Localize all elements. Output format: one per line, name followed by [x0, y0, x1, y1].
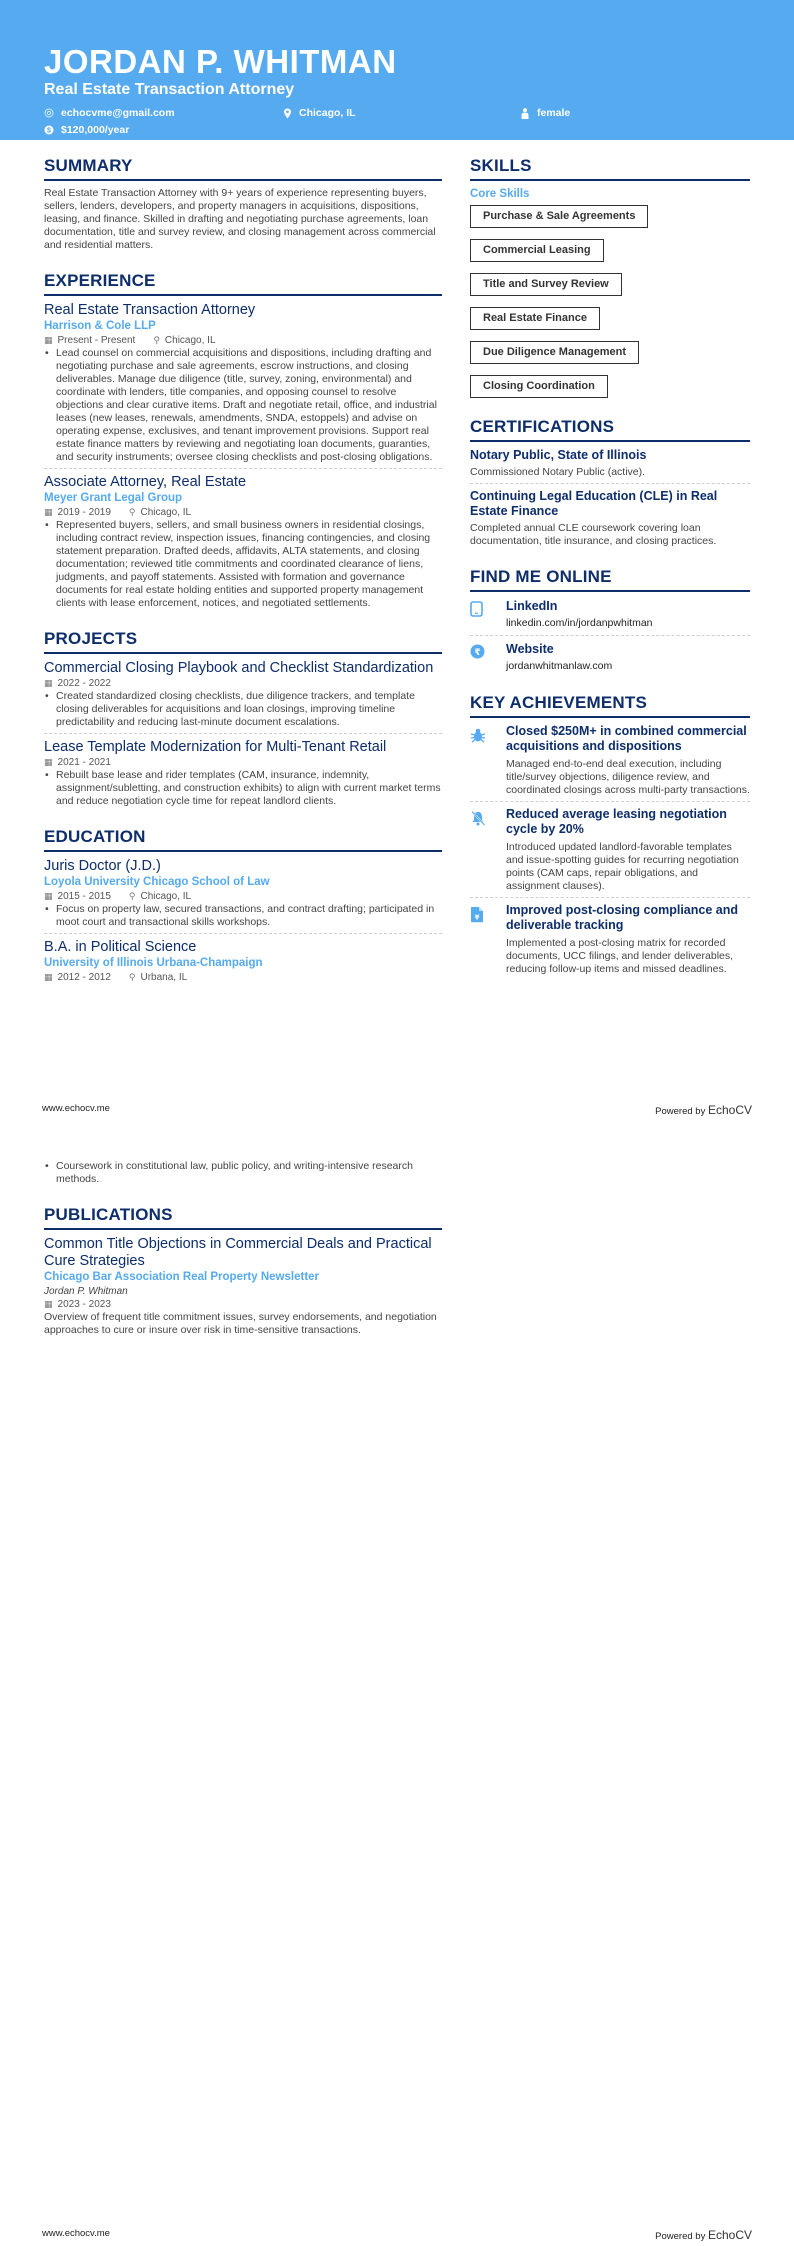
calendar-icon: ▦	[44, 335, 53, 345]
map-pin-icon: ⚲	[128, 891, 136, 901]
skill-tag: Due Diligence Management	[470, 341, 639, 364]
online-value[interactable]: jordanwhitmanlaw.com	[506, 660, 613, 672]
education-heading: EDUCATION	[44, 826, 442, 852]
calendar-icon: ▦	[44, 891, 53, 901]
job-location: Chicago, IL	[164, 335, 216, 346]
contact-row-2	[44, 123, 750, 137]
skill-tag: Commercial Leasing	[470, 239, 604, 262]
projects-section	[44, 628, 442, 808]
skills-section	[470, 155, 750, 402]
tablet-icon	[470, 598, 506, 631]
svg-text:¥: ¥	[474, 913, 480, 922]
skills-subheading: Core Skills	[470, 188, 530, 200]
job-meta	[44, 334, 442, 347]
footer-site-link[interactable]: www.echocv.me	[42, 1103, 110, 1114]
company-name: Meyer Grant Legal Group	[44, 492, 183, 504]
project-title: Lease Template Modernization for Multi-Tenant Retail	[44, 739, 387, 755]
page-footer	[0, 1103, 794, 1117]
resume-header	[0, 0, 794, 140]
location-text: Chicago, IL	[299, 107, 356, 119]
online-label: Website	[506, 642, 554, 656]
gender-text: female	[537, 107, 571, 119]
online-label: LinkedIn	[506, 599, 558, 613]
certification-title: Notary Public, State of Illinois	[470, 448, 647, 462]
achievement-desc: Introduced updated landlord-favorable templates and issue-spotting guides for recurring negotiation points (CAM caps, repair obligations, and assignment clauses).	[506, 841, 739, 892]
contact-email	[44, 107, 282, 119]
left-column	[44, 155, 442, 998]
degree-title: B.A. in Political Science	[44, 939, 197, 955]
achievement-title: Improved post-closing compliance and deliverable tracking	[506, 903, 738, 932]
svg-text:$: $	[47, 127, 51, 135]
footer-brand: EchoCV	[707, 1103, 752, 1117]
online-item-linkedin[interactable]	[470, 598, 750, 631]
experience-item	[44, 302, 442, 464]
skill-tag: Closing Coordination	[470, 375, 608, 398]
calendar-icon: ▦	[44, 972, 53, 982]
divider	[470, 635, 750, 636]
project-bullet: • Created standardized closing checklists, due diligence trackers, and template closing deliverables for acquisitions and loan closings, improving timeline predictability and reducing last-minute document escalations.	[45, 690, 415, 728]
certification-desc: Commissioned Notary Public (active).	[470, 466, 646, 478]
projects-heading: PROJECTS	[44, 628, 442, 654]
online-value[interactable]: linkedin.com/in/jordanpwhitman	[506, 617, 653, 629]
bug-icon	[470, 724, 506, 797]
publication-meta: ▦ 2023 - 2023	[44, 1299, 111, 1310]
footer-powered: Powered by EchoCV	[655, 2228, 752, 2242]
achievement-item	[470, 807, 750, 893]
calendar-icon: ▦	[44, 507, 53, 517]
job-bullet: • Lead counsel on commercial acquisitions and dispositions, including drafting and negotiating purchase and sale agreements, escrow instructions, and closing deliverables. Manage due diligence (title, survey, zoning, environmental) and coordinate with lenders, title companies, and opposing counsel to resolve objections and clear curative items. Draft and negotiate retail, office, and industrial leases (new leases, renewals, amendments, SNDA, estoppels) and advise on operating expense, exclusives, and tenant improvement provisions. Support real estate finance matters by reviewing and negotiating loan documents, guaranties, and security instruments; oversee closing checklists and post-closing obligations.	[45, 347, 437, 463]
email-text[interactable]: echocvme@gmail.com	[61, 107, 175, 119]
project-item	[44, 660, 442, 729]
map-pin-icon: ⚲	[128, 507, 136, 517]
education-bullet: • Coursework in constitutional law, public policy, and writing-intensive research methods.	[45, 1160, 413, 1185]
project-dates: 2021 - 2021	[57, 757, 111, 768]
job-dates: Present - Present	[57, 335, 136, 346]
achievements-section	[470, 692, 750, 976]
job-title: Real Estate Transaction Attorney	[44, 302, 256, 318]
achievement-item	[470, 903, 750, 976]
summary-section	[44, 155, 442, 252]
achievement-desc: Implemented a post-closing matrix for recorded documents, UCC filings, and lender deliverables, reducing follow-up items and missed deadlines.	[506, 937, 734, 975]
certification-item	[470, 489, 750, 548]
publication-item	[44, 1236, 442, 1337]
achievement-item	[470, 724, 750, 797]
contact-gender	[520, 107, 570, 119]
contact-row	[44, 106, 750, 120]
certification-title: Continuing Legal Education (CLE) in Real Estate Finance	[470, 489, 718, 518]
bell-slash-icon	[470, 807, 506, 893]
project-bullet: • Rebuilt base lease and rider templates (CAM, insurance, indemnity, assignment/subletting, and construction exhibits) to align with current market terms and reduce negotiation cycle time for repeat landlord clients.	[45, 769, 441, 807]
divider	[470, 897, 750, 898]
education-bullet: • Focus on property law, secured transactions, and contract drafting; participated in moot court and transactional skills workshops.	[45, 903, 435, 928]
skills-heading: SKILLS	[470, 155, 750, 181]
job-meta	[44, 506, 442, 519]
education-meta: ▦ 2012 - 2012 ⚲ Urbana, IL	[44, 972, 188, 983]
project-title: Commercial Closing Playbook and Checklist Standardization	[44, 660, 434, 676]
certifications-section	[470, 416, 750, 548]
education-meta: ▦ 2015 - 2015 ⚲ Chicago, IL	[44, 891, 192, 902]
publications-heading: PUBLICATIONS	[44, 1204, 442, 1230]
footer-site-link[interactable]: www.echocv.me	[42, 2228, 110, 2239]
project-item	[44, 739, 442, 808]
online-item-website[interactable]	[470, 641, 750, 674]
online-heading: FIND ME ONLINE	[470, 566, 750, 592]
experience-item	[44, 474, 442, 610]
file-yen-icon	[470, 903, 506, 976]
map-pin-icon: ⚲	[153, 335, 160, 345]
job-title: Associate Attorney, Real Estate	[44, 474, 247, 490]
publication-author: Jordan P. Whitman	[44, 1286, 128, 1297]
education-item	[44, 858, 442, 929]
skill-tag: Title and Survey Review	[470, 273, 622, 296]
publication-title: Common Title Objections in Commercial Deals and Practical Cure Strategies	[44, 1236, 432, 1269]
online-section	[470, 566, 750, 674]
map-pin-icon	[282, 108, 292, 118]
job-bullet: • Represented buyers, sellers, and small business owners in residential closings, including contract review, inspection issues, financing contingencies, and closing statement preparation. Drafted deeds, affidavits, ALTA statements, and closing documentation; reviewed title commitments and coordinated clearance of liens, judgments, and payoff statements. Assisted with formation and governance documents for real estate holding entities and supported property management clients with lease enforcement, notices, and negotiated settlements.	[45, 519, 431, 609]
job-dates: 2019 - 2019	[57, 507, 111, 518]
publication-venue: Chicago Bar Association Real Property Newsletter	[44, 1271, 320, 1283]
achievement-desc: Managed end-to-end deal execution, including title/survey objections, diligence review, and coordinated closings across multi-party transactions.	[506, 758, 750, 796]
education-item	[44, 939, 442, 984]
skill-tag: Real Estate Finance	[470, 307, 600, 330]
person-icon	[520, 108, 530, 118]
school-name: Loyola University Chicago School of Law	[44, 876, 270, 888]
summary-text: Real Estate Transaction Attorney with 9+ years of experience representing buyers, sellers, lenders, developers, and property managers in acquisitions, dispositions, leasing, and finance. Skilled in drafting and negotiating purchase agreements, loan documentation, title and survey review, and closing management across commercial and residential matters.	[44, 187, 436, 251]
experience-section	[44, 270, 442, 610]
publications-section	[44, 1204, 442, 1337]
certification-desc: Completed annual CLE coursework covering loan documentation, title insurance, and closing practices.	[470, 522, 717, 547]
candidate-role: Real Estate Transaction Attorney	[44, 81, 295, 98]
divider	[470, 801, 750, 802]
company-name: Harrison & Cole LLP	[44, 320, 156, 332]
footer-powered: Powered by EchoCV	[655, 1103, 752, 1117]
svg-text:₹: ₹	[474, 648, 481, 658]
salary-text: $120,000/year	[61, 124, 130, 136]
rupee-circle-icon	[470, 641, 506, 674]
calendar-icon: ▦	[44, 757, 53, 767]
experience-heading: EXPERIENCE	[44, 270, 442, 296]
contact-location	[282, 107, 520, 119]
divider	[44, 733, 442, 734]
map-pin-icon: ⚲	[128, 972, 136, 982]
school-name: University of Illinois Urbana-Champaign	[44, 957, 263, 969]
degree-title: Juris Doctor (J.D.)	[44, 858, 161, 874]
continuation-column	[44, 1160, 442, 1351]
education-section	[44, 826, 442, 984]
skill-tag: Purchase & Sale Agreements	[470, 205, 648, 228]
achievement-title: Reduced average leasing negotiation cycle by 20%	[506, 807, 727, 836]
page-footer-2	[0, 2228, 794, 2242]
footer-brand: EchoCV	[707, 2228, 752, 2242]
divider	[470, 483, 750, 484]
calendar-icon: ▦	[44, 1299, 53, 1309]
summary-heading: SUMMARY	[44, 155, 442, 181]
project-dates: 2022 - 2022	[57, 678, 111, 689]
job-location: Chicago, IL	[140, 507, 192, 518]
dollar-circle-icon	[44, 125, 54, 135]
divider	[44, 468, 442, 469]
project-meta	[44, 677, 442, 690]
at-icon	[44, 108, 54, 118]
candidate-name: JORDAN P. WHITMAN	[44, 43, 397, 80]
achievements-heading: KEY ACHIEVEMENTS	[470, 692, 750, 718]
certifications-heading: CERTIFICATIONS	[470, 416, 750, 442]
contact-salary	[44, 124, 129, 136]
certification-item	[470, 448, 750, 479]
divider	[44, 933, 442, 934]
right-column	[470, 155, 750, 990]
project-meta	[44, 756, 442, 769]
publication-desc: Overview of frequent title commitment issues, survey endorsements, and negotiation approaches to cure or insure over risk in time-sensitive transactions.	[44, 1311, 437, 1336]
calendar-icon: ▦	[44, 678, 53, 688]
achievement-title: Closed $250M+ in combined commercial acquisitions and dispositions	[506, 724, 747, 753]
